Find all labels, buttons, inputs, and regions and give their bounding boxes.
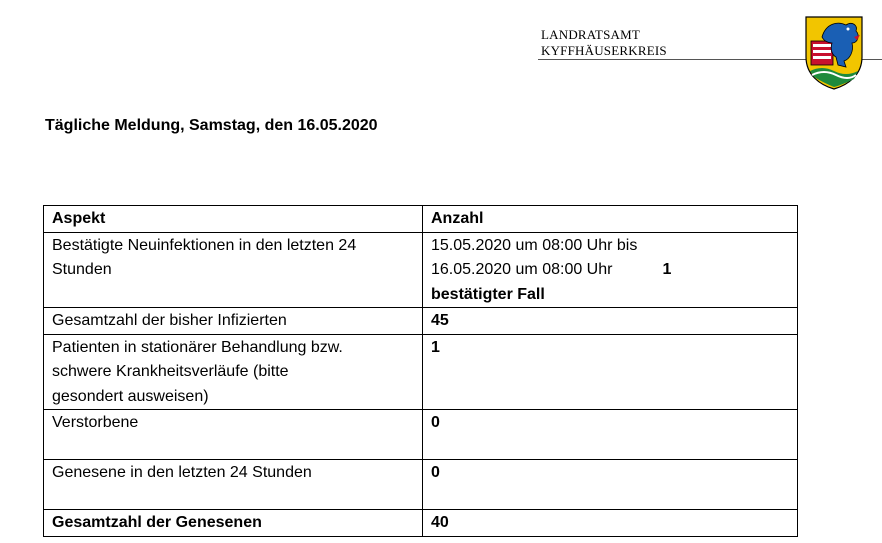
table-row bbox=[44, 510, 798, 537]
value-cell bbox=[423, 232, 798, 308]
period-text: 16.05.2020 um 08:00 Uhr bbox=[431, 261, 613, 278]
table-row bbox=[44, 460, 798, 510]
aspect-cell: Gesamtzahl der bisher Infizierten bbox=[44, 308, 423, 335]
header-aspect: Aspekt bbox=[44, 206, 423, 233]
report-title: Tägliche Meldung, Samstag, den 16.05.2020 bbox=[45, 117, 378, 134]
authority-name bbox=[541, 27, 667, 59]
coat-of-arms-icon bbox=[802, 13, 866, 91]
aspect-cell bbox=[44, 334, 423, 410]
new-cases-count: 1 bbox=[662, 261, 672, 278]
authority-line-2: KYFFHÄUSERKREIS bbox=[541, 43, 667, 58]
table-row bbox=[44, 232, 798, 308]
value-cell: 40 bbox=[423, 510, 798, 537]
aspect-cell: Genesene in den letzten 24 Stunden bbox=[44, 460, 423, 510]
table-row bbox=[44, 334, 798, 410]
value-cell: 0 bbox=[423, 460, 798, 510]
header-count: Anzahl bbox=[423, 206, 798, 233]
aspect-text: Stunden bbox=[52, 261, 112, 278]
aspect-text: Patienten in stationärer Behandlung bzw. bbox=[52, 338, 343, 356]
value-cell: 1 bbox=[423, 334, 798, 410]
value-cell: 0 bbox=[423, 410, 798, 460]
count-label: bestätigter Fall bbox=[431, 285, 545, 303]
aspect-text: schwere Krankheitsverläufe (bitte bbox=[52, 363, 289, 380]
report-table bbox=[43, 205, 798, 537]
period-text: 15.05.2020 um 08:00 Uhr bis bbox=[431, 236, 638, 254]
table-header-row bbox=[44, 206, 798, 233]
value-cell: 45 bbox=[423, 308, 798, 335]
aspect-text: Bestätigte Neuinfektionen in den letzten 24 bbox=[52, 236, 357, 254]
table-row bbox=[44, 410, 798, 460]
aspect-cell bbox=[44, 232, 423, 308]
table-row bbox=[44, 308, 798, 335]
aspect-cell: Verstorbene bbox=[44, 410, 423, 460]
period-line-with-count bbox=[431, 258, 789, 283]
aspect-cell: Gesamtzahl der Genesenen bbox=[44, 510, 423, 537]
authority-line-1: LANDRATSAMT bbox=[541, 27, 640, 42]
aspect-text: gesondert ausweisen) bbox=[52, 387, 209, 405]
